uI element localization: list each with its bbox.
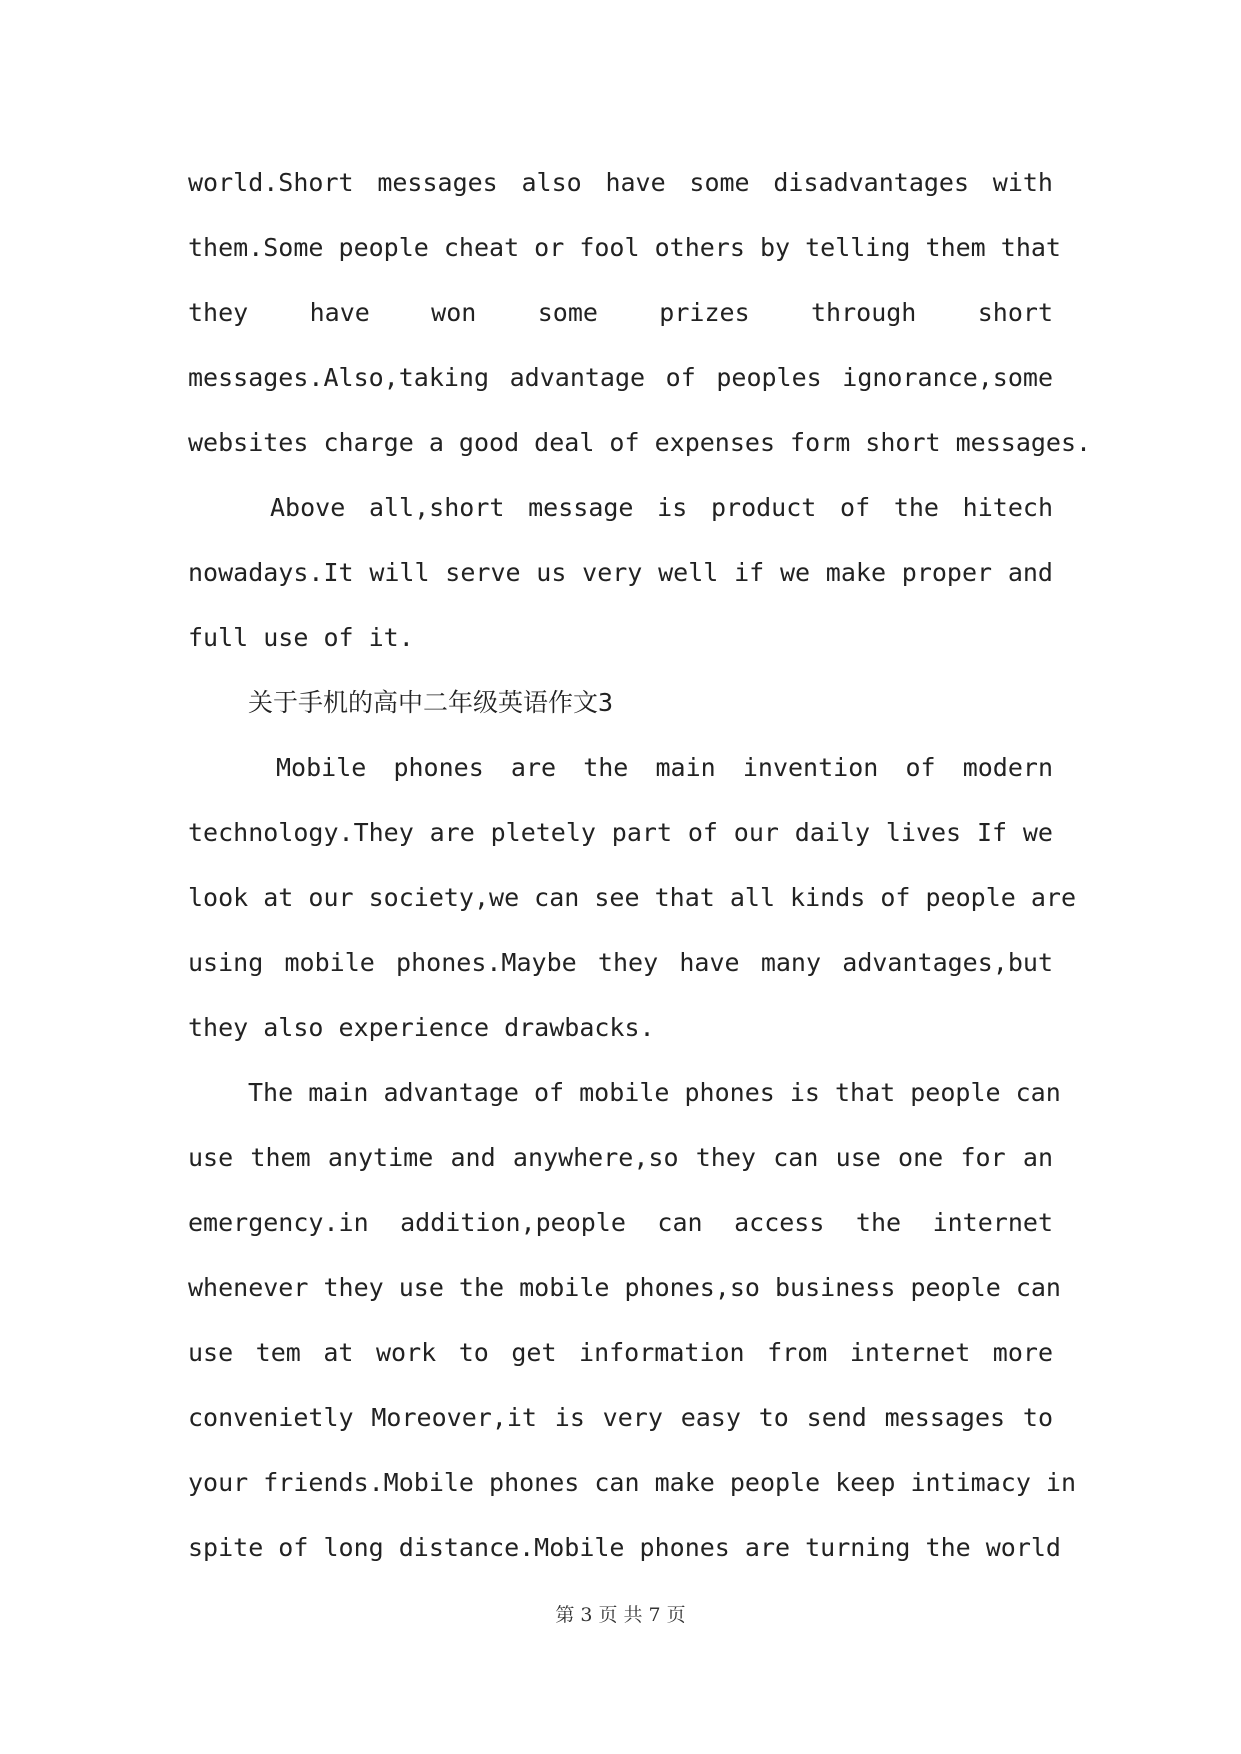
text-line: them.Some people cheat or fool others by telling them that bbox=[188, 233, 1061, 262]
paragraph-first-line: Mobile phones are the main invention of modern bbox=[276, 753, 1053, 782]
text-line: they have won some prizes through short bbox=[188, 298, 1053, 327]
page-footer: 第 3 页 共 7 页 bbox=[555, 1604, 686, 1626]
text-line: look at our society,we can see that all kinds of people are bbox=[188, 883, 1077, 912]
paragraph-first-line: Above all,short message is product of the hitech bbox=[270, 493, 1053, 522]
text-line: emergency.in addition,people can access the internet bbox=[188, 1208, 1053, 1237]
text-line: use them anytime and anywhere,so they can use one for an bbox=[188, 1143, 1053, 1172]
section-heading: 关于手机的高中二年级英语作文3 bbox=[248, 688, 614, 717]
text-line: nowadays.It will serve us very well if we make proper and bbox=[188, 558, 1053, 587]
text-line: your friends.Mobile phones can make people keep intimacy in bbox=[188, 1468, 1077, 1497]
text-line: world.Short messages also have some disadvantages with bbox=[188, 168, 1053, 197]
text-line: spite of long distance.Mobile phones are turning the world bbox=[188, 1533, 1061, 1562]
text-line: using mobile phones.Maybe they have many advantages,but bbox=[188, 948, 1053, 977]
text-line: convenietly Moreover,it is very easy to send messages to bbox=[188, 1403, 1053, 1432]
text-line: technology.They are pletely part of our daily lives If we bbox=[188, 818, 1053, 847]
text-line: full use of it. bbox=[188, 623, 414, 652]
paragraph-first-line: The main advantage of mobile phones is that people can bbox=[248, 1078, 1061, 1107]
text-line: use tem at work to get information from internet more bbox=[188, 1338, 1053, 1367]
text-line: they also experience drawbacks. bbox=[188, 1013, 655, 1042]
text-line: whenever they use the mobile phones,so business people can bbox=[188, 1273, 1061, 1302]
text-line: messages.Also,taking advantage of peoples ignorance,some bbox=[188, 363, 1053, 392]
text-line: websites charge a good deal of expenses form short messages. bbox=[188, 428, 1092, 457]
